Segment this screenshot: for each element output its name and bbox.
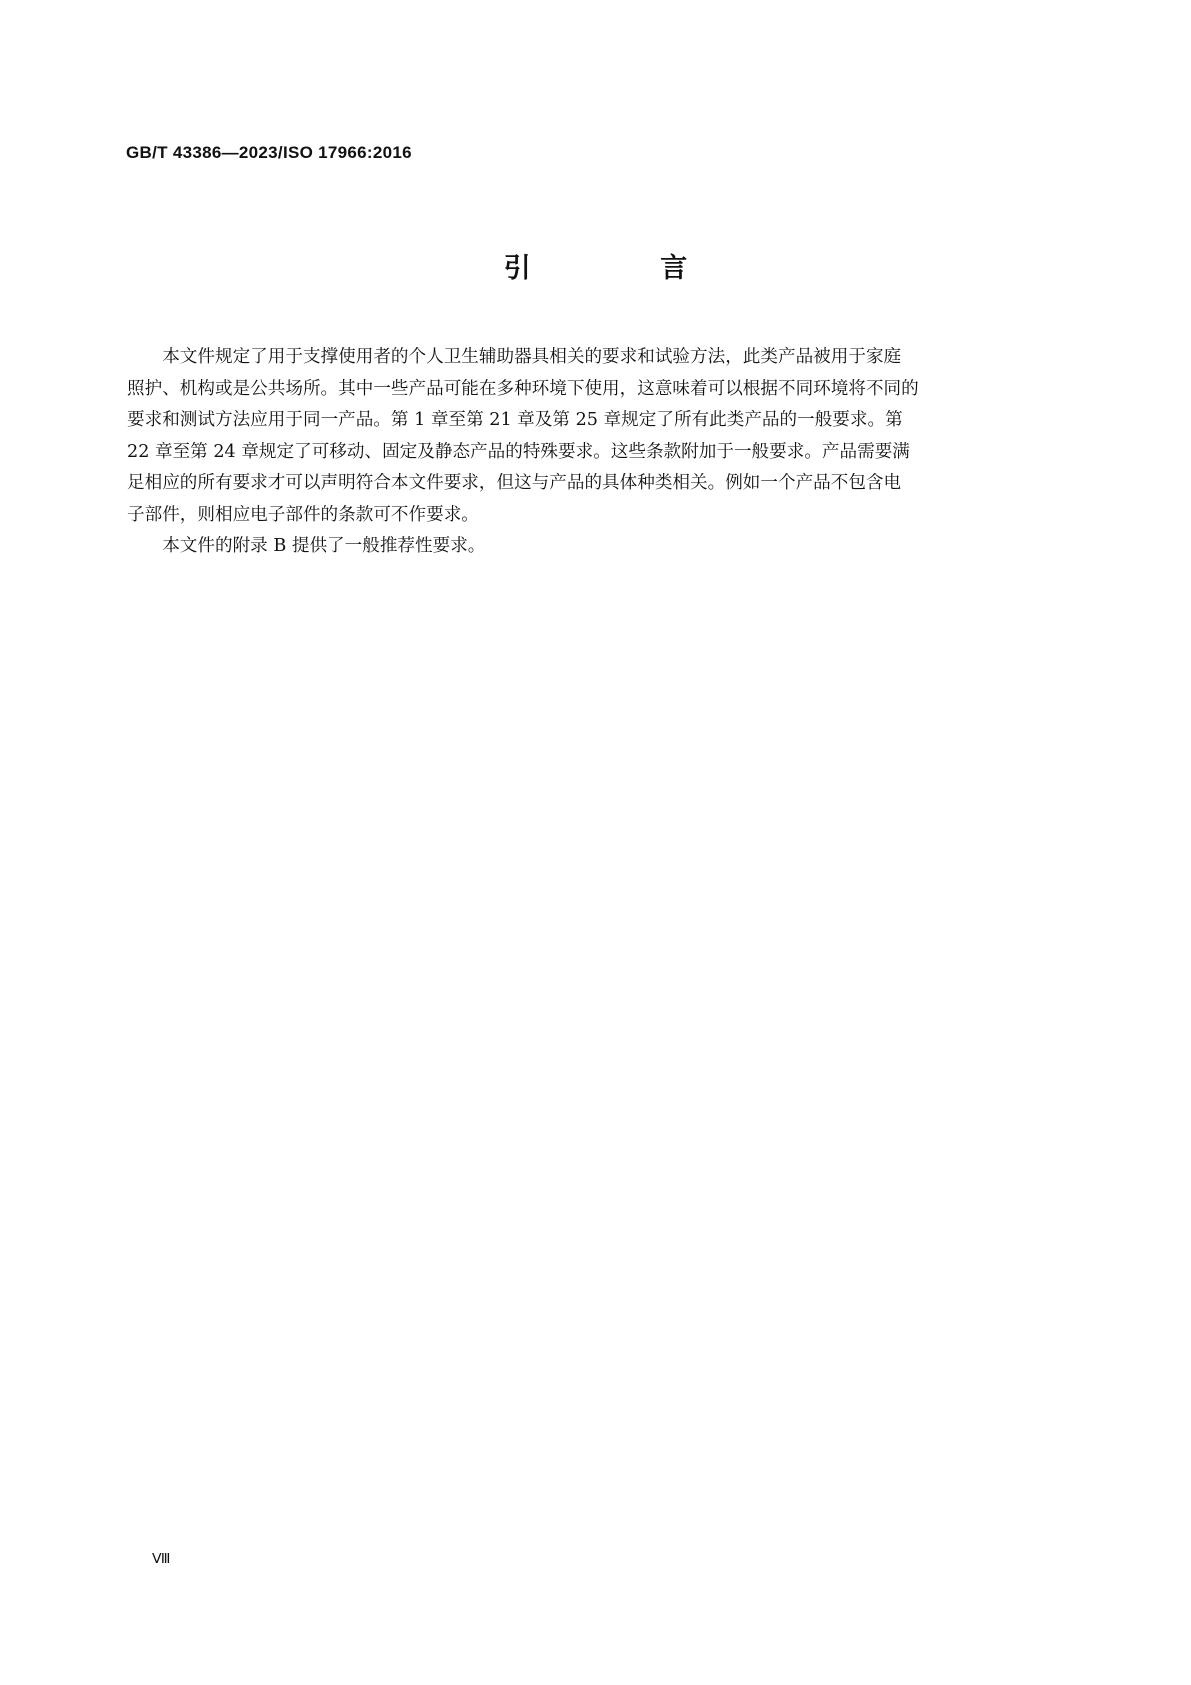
text-line: 本文件的附录 B 提供了一般推荐性要求。 <box>162 536 486 556</box>
text-line: 照护、机构或是公共场所。其中一些产品可能在多种环境下使用，这意味着可以根据不同环境将不同的 <box>127 378 919 399</box>
text-line: 本文件规定了用于支撑使用者的个人卫生辅助器具相关的要求和试验方法，此类产品被用于家庭 <box>162 347 902 367</box>
page-number: Ⅷ <box>152 1552 171 1567</box>
page-title: 引 言 <box>503 253 748 284</box>
text-line: 足相应的所有要求才可以声明符合本文件要求，但这与产品的具体种类相关。例如一个产品不包含电 <box>127 473 902 493</box>
standard-number-header: GB/T 43386—2023/ISO 17966:2016 <box>126 143 412 162</box>
paragraph-2 <box>127 531 1065 563</box>
introduction-body <box>127 342 1065 563</box>
text-line: 子部件，则相应电子部件的条款可不作要求。 <box>127 504 479 525</box>
text-line: 要求和测试方法应用于同一产品。第 1 章至第 21 章及第 25 章规定了所有此类产品的一般要求。第 <box>127 410 903 430</box>
paragraph-1 <box>127 342 1065 531</box>
text-line: 22 章至第 24 章规定了可移动、固定及静态产品的特殊要求。这些条款附加于一般要求。产品需要满 <box>127 441 910 462</box>
